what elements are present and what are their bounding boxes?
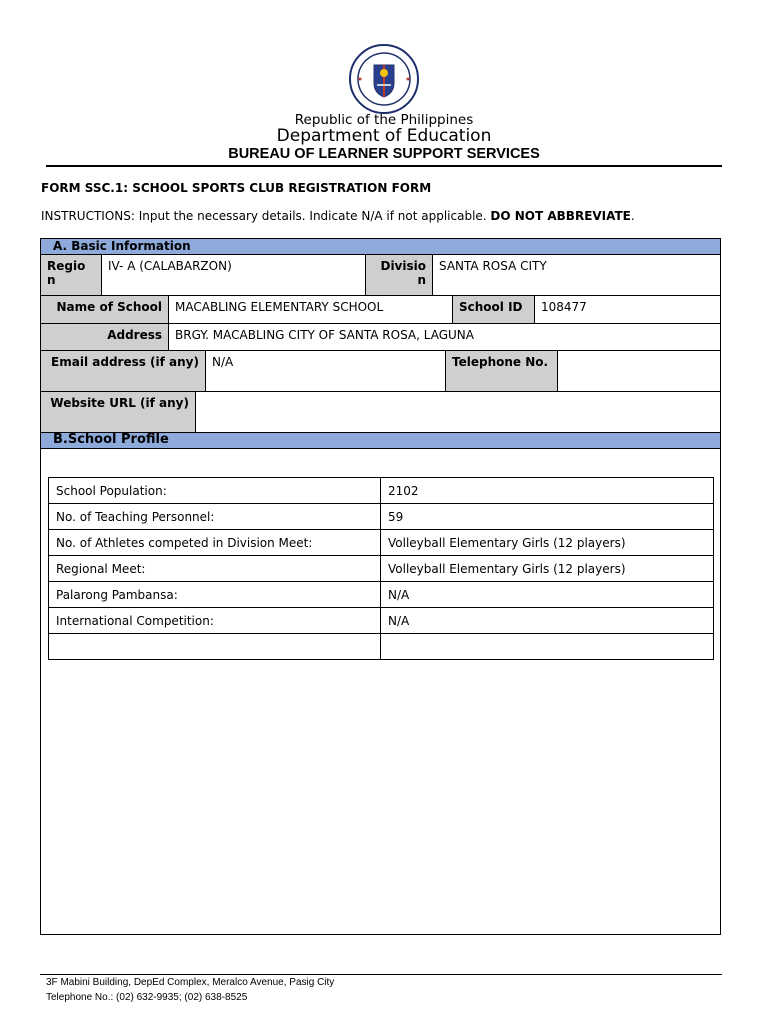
profile-value[interactable] — [381, 634, 714, 660]
bureau-heading: BUREAU OF LEARNER SUPPORT SERVICES — [228, 146, 540, 162]
profile-label: No. of Teaching Personnel: — [49, 504, 381, 530]
header-divider — [46, 165, 722, 167]
region-division-row — [41, 255, 720, 296]
footer-telephone: Telephone No.: (02) 632-9935; (02) 638-8525 — [46, 992, 248, 1003]
republic-heading: Republic of the Philippines — [294, 112, 474, 128]
email-label: Email address (if any) — [41, 351, 206, 391]
instructions — [41, 209, 635, 223]
profile-value[interactable]: Volleyball Elementary Girls (12 players) — [381, 530, 714, 556]
table-row — [49, 608, 714, 634]
section-a-header: A. Basic Information — [41, 239, 720, 255]
table-row — [49, 504, 714, 530]
school-id-field[interactable]: 108477 — [541, 300, 587, 314]
profile-value[interactable]: N/A — [381, 582, 714, 608]
deped-seal-icon — [348, 43, 420, 115]
profile-value[interactable]: Volleyball Elementary Girls (12 players) — [381, 556, 714, 582]
profile-label: Palarong Pambansa: — [49, 582, 381, 608]
website-field[interactable] — [196, 392, 720, 432]
school-row — [41, 296, 720, 324]
instructions-emphasis: DO NOT ABBREVIATE — [490, 209, 631, 223]
contact-row — [41, 351, 720, 392]
table-row — [49, 582, 714, 608]
profile-label[interactable] — [49, 634, 381, 660]
footer-address: 3F Mabini Building, DepEd Complex, Meralco Avenue, Pasig City — [46, 977, 335, 988]
telephone-field[interactable] — [558, 351, 720, 391]
profile-label: No. of Athletes competed in Division Meet: — [49, 530, 381, 556]
instructions-end: . — [630, 209, 635, 223]
telephone-label: Telephone No. — [446, 351, 558, 391]
school-profile-table — [48, 477, 714, 660]
instructions-text: INSTRUCTIONS: Input the necessary details. Indicate N/A if not applicable. — [41, 209, 491, 223]
table-row — [49, 634, 714, 660]
address-field[interactable]: BRGY. MACABLING CITY OF SANTA ROSA, LAGUNA — [175, 328, 474, 342]
website-row — [41, 392, 720, 433]
school-id-label: School ID — [453, 296, 535, 323]
email-field[interactable]: N/A — [206, 351, 446, 391]
school-name-field[interactable]: MACABLING ELEMENTARY SCHOOL — [169, 296, 453, 323]
table-row — [49, 478, 714, 504]
table-row — [49, 556, 714, 582]
address-row — [41, 324, 720, 351]
registration-form-frame — [40, 238, 721, 935]
division-field[interactable]: SANTA ROSA CITY — [439, 259, 547, 273]
department-heading: Department of Education — [276, 126, 492, 146]
website-label: Website URL (if any) — [41, 392, 196, 432]
profile-value[interactable]: N/A — [381, 608, 714, 634]
footer-divider — [40, 974, 722, 975]
region-field[interactable]: IV- A (CALABARZON) — [102, 255, 366, 295]
profile-label: Regional Meet: — [49, 556, 381, 582]
profile-value[interactable]: 59 — [381, 504, 714, 530]
school-name-label: Name of School — [41, 296, 169, 323]
profile-label: International Competition: — [49, 608, 381, 634]
profile-value[interactable]: 2102 — [381, 478, 714, 504]
region-label: Regio n — [41, 255, 102, 295]
division-label: Divisio n — [366, 255, 433, 295]
address-label: Address — [41, 324, 169, 350]
form-title: FORM SSC.1: SCHOOL SPORTS CLUB REGISTRATION FORM — [41, 181, 432, 195]
table-row — [49, 530, 714, 556]
section-b-header: B.School Profile — [41, 433, 720, 449]
profile-label: School Population: — [49, 478, 381, 504]
